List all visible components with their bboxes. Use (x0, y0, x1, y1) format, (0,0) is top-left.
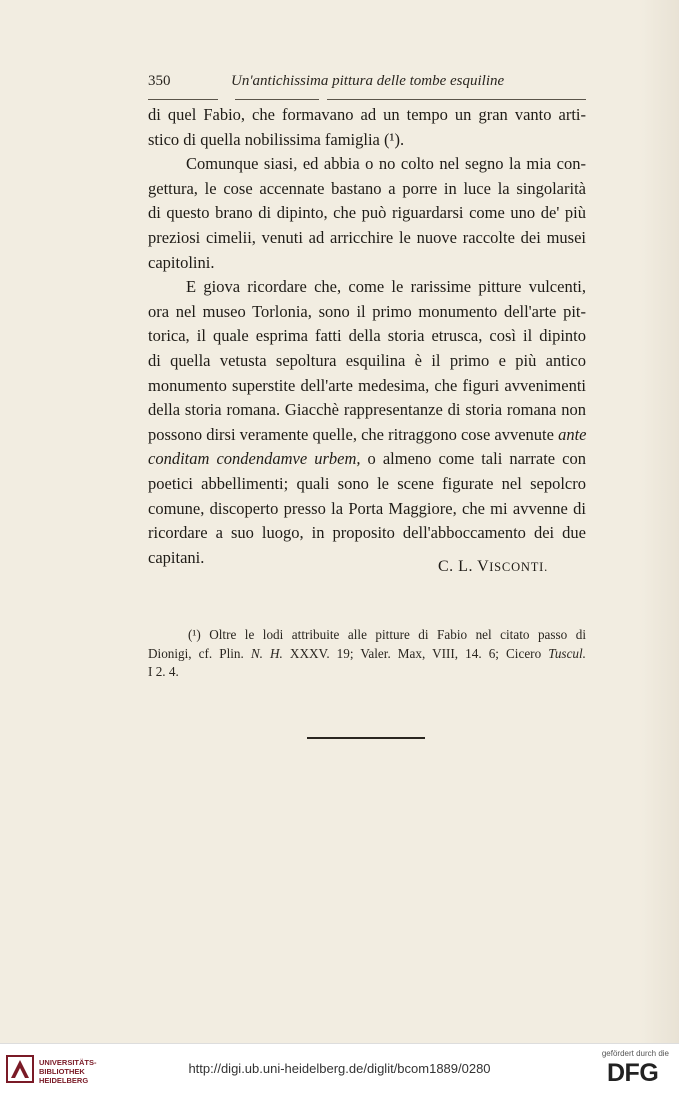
text-line: preziosi cimelii, venuti ad arricchire le nuove raccolte dei musei (148, 227, 586, 247)
text-line-with-italic (148, 447, 586, 472)
text-line: capitolini. (148, 252, 215, 272)
text-line: ora nel museo Torlonia, sono il primo monumento dell'arte pit- (148, 301, 586, 321)
text-line: comune, discoperto presso la Porta Maggiore, che mi avvenne di (148, 498, 586, 518)
funded-by-label: gefördert durch die (601, 1049, 669, 1058)
viewer-footer (0, 1043, 679, 1094)
text-line: torica, il quale esprima fatti della storia etrusca, così il dipinto (148, 326, 586, 346)
text-line: di quella vetusta sepoltura esquilina è il primo e più antico (148, 350, 586, 370)
footnote (148, 626, 586, 682)
text-segment: o almeno come tali narrate con (367, 449, 587, 469)
logo-line: BIBLIOTHEK (39, 1067, 85, 1076)
text-line: di questo brano di dipinto, che può riguardarsi come uno de' più (148, 203, 586, 223)
text-segment: possono dirsi veramente quelle, che ritraggono cose avvenute (148, 424, 554, 444)
fn-segment: XXXV. 19; Valer. Max, VIII, 14. 6; Cicero (289, 645, 542, 661)
author-signature (438, 558, 548, 576)
footnote-line: I 2. 4. (148, 664, 179, 679)
text-line: E giova ricordare che, come le rarissime pitture vulcenti, (186, 277, 586, 297)
permalink-url[interactable]: http://digi.ub.uni-heidelberg.de/diglit/bcom1889/0280 (188, 1061, 491, 1076)
fn-italic: Tuscul. (548, 645, 586, 661)
italic-word: ante (558, 424, 587, 444)
italic-phrase: conditam condendamve urbem, (148, 449, 361, 469)
dfg-text: DFG (607, 1059, 659, 1087)
header-rule-left (148, 99, 218, 100)
logo-line: HEIDELBERG (39, 1076, 89, 1085)
text-line: poetici abbellimenti; quali sono le scene figurate nel sepolcro (148, 473, 586, 493)
header-rule-mid (235, 99, 319, 100)
text-line: stico di quella nobilissima famiglia (¹). (148, 129, 405, 149)
text-line: monumento superstite dell'arte medesima, che figuri avvenimenti (148, 375, 586, 395)
running-title: Un'antichissima pittura delle tombe esquiline (231, 73, 505, 89)
signature-rest: ISCONTI. (489, 560, 549, 574)
logo-line: UNIVERSITÄTS- (39, 1058, 97, 1067)
fn-italic: N. H. (250, 645, 283, 661)
footnote-line (148, 645, 586, 664)
header-rule-right (327, 99, 586, 100)
body-text (148, 103, 586, 570)
footnote-line: (¹) Oltre le lodi attribuite alle pitture di Fabio nel citato passo di (188, 627, 586, 642)
text-line: ricordare a suo luogo, in proposito dell'abboccamento dei due (148, 523, 586, 543)
running-head (148, 73, 586, 95)
signature-initials: C. L. V (438, 558, 490, 575)
end-rule (307, 737, 425, 739)
text-line: della storia romana. Giacchè rappresentanze di storia romana non (148, 400, 586, 420)
text-line: capitani. (148, 547, 205, 567)
page-number: 350 (148, 73, 171, 89)
text-line-with-italic (148, 423, 586, 448)
dfg-logo[interactable] (607, 1060, 669, 1086)
text-line: di quel Fabio, che formavano ad un tempo un gran vanto arti- (148, 105, 586, 124)
text-line: Comunque siasi, ed abbia o no colto nel segno la mia con- (186, 154, 586, 174)
text-line: gettura, le cose accennate bastano a porre in luce la singolarità (148, 178, 586, 198)
fn-segment: Dionigi, cf. Plin. (148, 645, 244, 661)
